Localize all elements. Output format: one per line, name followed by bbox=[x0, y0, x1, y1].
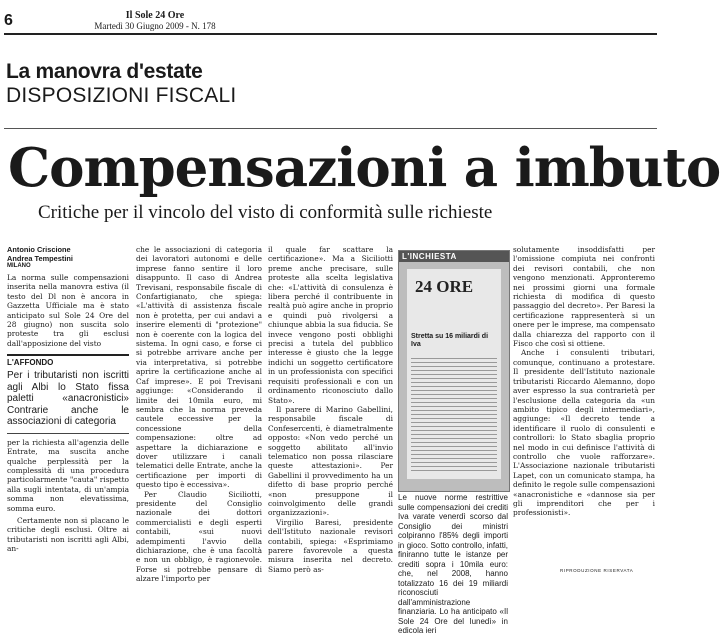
article-column-2 bbox=[136, 245, 262, 584]
inchiesta-sidebar-image bbox=[398, 250, 510, 492]
section-title: La manovra d'estate bbox=[6, 60, 203, 83]
copyright-note: RIPRODUZIONE RISERVATA bbox=[560, 568, 634, 573]
article-column-5 bbox=[513, 245, 655, 575]
inchiesta-paragraph: Le nuove norme restrittive sulle compensazioni dei crediti Iva varate venerdì scorso dal Consiglio dei ministri colpiranno l'85% degli importi in gioco. Sotto controllo, infatti, finiranno tutte le istanze per crediti sopra i 10mila euro: che, nel 2008, hanno totalizzato 16 dei 19 miliardi riconosciuti dall'amministrazione finanziaria. Lo ha anticipato «Il Sole 24 Ore del lunedì» in edicola ieri bbox=[398, 493, 508, 635]
paper-banner: Stretta su 16 miliardi di Iva bbox=[411, 333, 489, 348]
section-rule bbox=[4, 128, 657, 129]
newspaper-thumbnail bbox=[407, 269, 501, 479]
issue-date: Martedì 30 Giugno 2009 - N. 178 bbox=[94, 21, 216, 31]
body-paragraph: Anche i consulenti tributari, comunque, continuano a protestare. Il presidente dell'Istituto nazionale tributaristi Riccardo Alemanno, dopo aver espresso la sua contrarietà per l'esclusione della categoria da «un ambito tipico degli intermediari», aggiunge: «Il decreto tende a identificare il ruolo di consulenti e controllori: lo Stato sbaglia proprio nel modo in cui definisce l'attività di controllo che vuole rafforzare». L'Associazione nazionale tributaristi Lapet, con un comunicato stampa, ha definito le regole sulle compensazioni «anacronistiche e «dannose sia per gli imprenditori che per i professionisti». bbox=[513, 348, 655, 518]
newspaper-masthead bbox=[40, 10, 270, 31]
affondo-label: L'AFFONDO bbox=[7, 358, 54, 368]
body-paragraph: il quale far scattare la certificazione». Ma a Siciliotti preme anche precisare, sulle proteste alla scelta legislativa che: «L'attività di consulenza è libera perché il contribuente in realtà può agire anche in proprio e quindi può rivolgersi a chiunque abbia la sua fiducia. Se invece vengono posti obblighi precisi a tutela del pubblico interesse è giusto che la legge indichi un soggetto certificatore in un professionista con specifici requisiti professionali e con un ordinamento riconosciuto dallo Stato». bbox=[268, 245, 393, 405]
author-1: Antonio Criscione bbox=[7, 245, 71, 254]
newspaper-name: Il Sole 24 Ore bbox=[125, 10, 185, 21]
body-paragraph: Certamente non si placano le critiche degli esclusi. Oltre ai tributaristi non iscritti agli Albi, an- bbox=[7, 516, 129, 554]
inchiesta-label: L'INCHIESTA bbox=[399, 251, 509, 262]
body-paragraph: Per Claudio Siciliotti, presidente del Consiglio nazionale dei dottori commercialisti e degli esperti contabili, «sui nuovi adempimenti l'avvio della dichiarazione, che è una facoltà e non un obbligo, è ragionevole. Forse si potrebbe pensare di alzare l'importo per bbox=[136, 489, 262, 584]
dateline-city: MILANO bbox=[7, 263, 31, 269]
subheadline: Critiche per il vincolo del visto di conformità sulle richieste bbox=[38, 202, 493, 223]
affondo-box bbox=[7, 354, 129, 434]
paper-logo: 24 ORE bbox=[415, 277, 474, 296]
body-paragraph: solutamente insoddisfatti per l'omissione compiuta nei confronti dei revisori contabili, che non vengono menzionati. Appronteremo nei prossimi giorni una formale richiesta di modifica di questo passaggio del decreto». Per Baresi la certificazione rappresenterà si un onere per le imprese, ma compensato dalla chiarezza del rapporto con il Fisco che così si ottiene. bbox=[513, 245, 655, 349]
page-number: 6 bbox=[4, 12, 13, 29]
affondo-text: Per i tributaristi non iscritti agli Albi lo Stato fissa paletti «anacronistici» Contrarie anche le associazioni di categoria bbox=[7, 367, 129, 434]
body-paragraph: che le associazioni di categoria dei lavoratori autonomi e delle imprese fanno sentire il loro disappunto. Il caso di Andrea Trevisani, responsabile fiscale di Confartigianato, che spiega: «L'attività di assistenza fiscale non è protetta, per cui andavi a inserire elementi di "protezione" non è coerente con la logica del sistema. In ogni caso, e forse ci si potrebbe arrivare anche per via interpretativa, si potrebbe aprire la certificazione anche al Caf imprese». E poi Trevisani aggiunge: «Considerando il limite dei 10mila euro, mi sembra che la norma preveda cautele eccessive per la concessione della compensazione: oltre ad aspettare la dichiarazione e dover utilizzare i canali telematici delle Entrate, anche la certificazione per importi di questo tipo è eccessiva». bbox=[136, 245, 262, 490]
body-paragraph: Virgilio Baresi, presidente dell'Istituto nazionale revisori contabili, spiega: «Esprimiamo parere favorevole a questa misura inserita nel decreto. Siamo però as- bbox=[268, 517, 393, 574]
body-paragraph: Il parere di Marino Gabellini, responsabile fiscale di Confesercenti, è diametralmente opposto: «Non vedo perché un soggetto abilitato all'invio telematico non possa rilasciare queste attestazioni». Per Gabellini il provvedimento ha un difetto di base proprio perché «non presuppone il coinvolgimento delle grandi organizzazioni». bbox=[268, 404, 393, 518]
article-column-3 bbox=[268, 245, 393, 575]
paper-text-lines bbox=[411, 355, 497, 471]
top-rule bbox=[4, 33, 657, 35]
body-paragraph: La norma sulle compensazioni inserita nella manovra estiva (il testo del Dl non è ancora in Gazzetta Ufficiale ma è stato anticipato sul Sole 24 Ore del 28 giugno) non suscita solo proteste tra gli esclusi dall'apposizione del visto bbox=[7, 273, 129, 348]
body-paragraph: per la richiesta all'agenzia delle Entrate, ma suscita anche qualche perplessità per la complessità di una procedura particolarmente "cauta" rispetto alla sugli intentata, di un'ampia somma non elevatissima, somma euro. bbox=[7, 437, 129, 513]
headline: Compensazioni a imbuto bbox=[8, 137, 720, 199]
inchiesta-text bbox=[398, 493, 508, 635]
article-column-1 bbox=[7, 245, 129, 575]
author-2: Andrea Tempestini bbox=[7, 254, 73, 263]
section-subtitle: DISPOSIZIONI FISCALI bbox=[6, 84, 237, 107]
